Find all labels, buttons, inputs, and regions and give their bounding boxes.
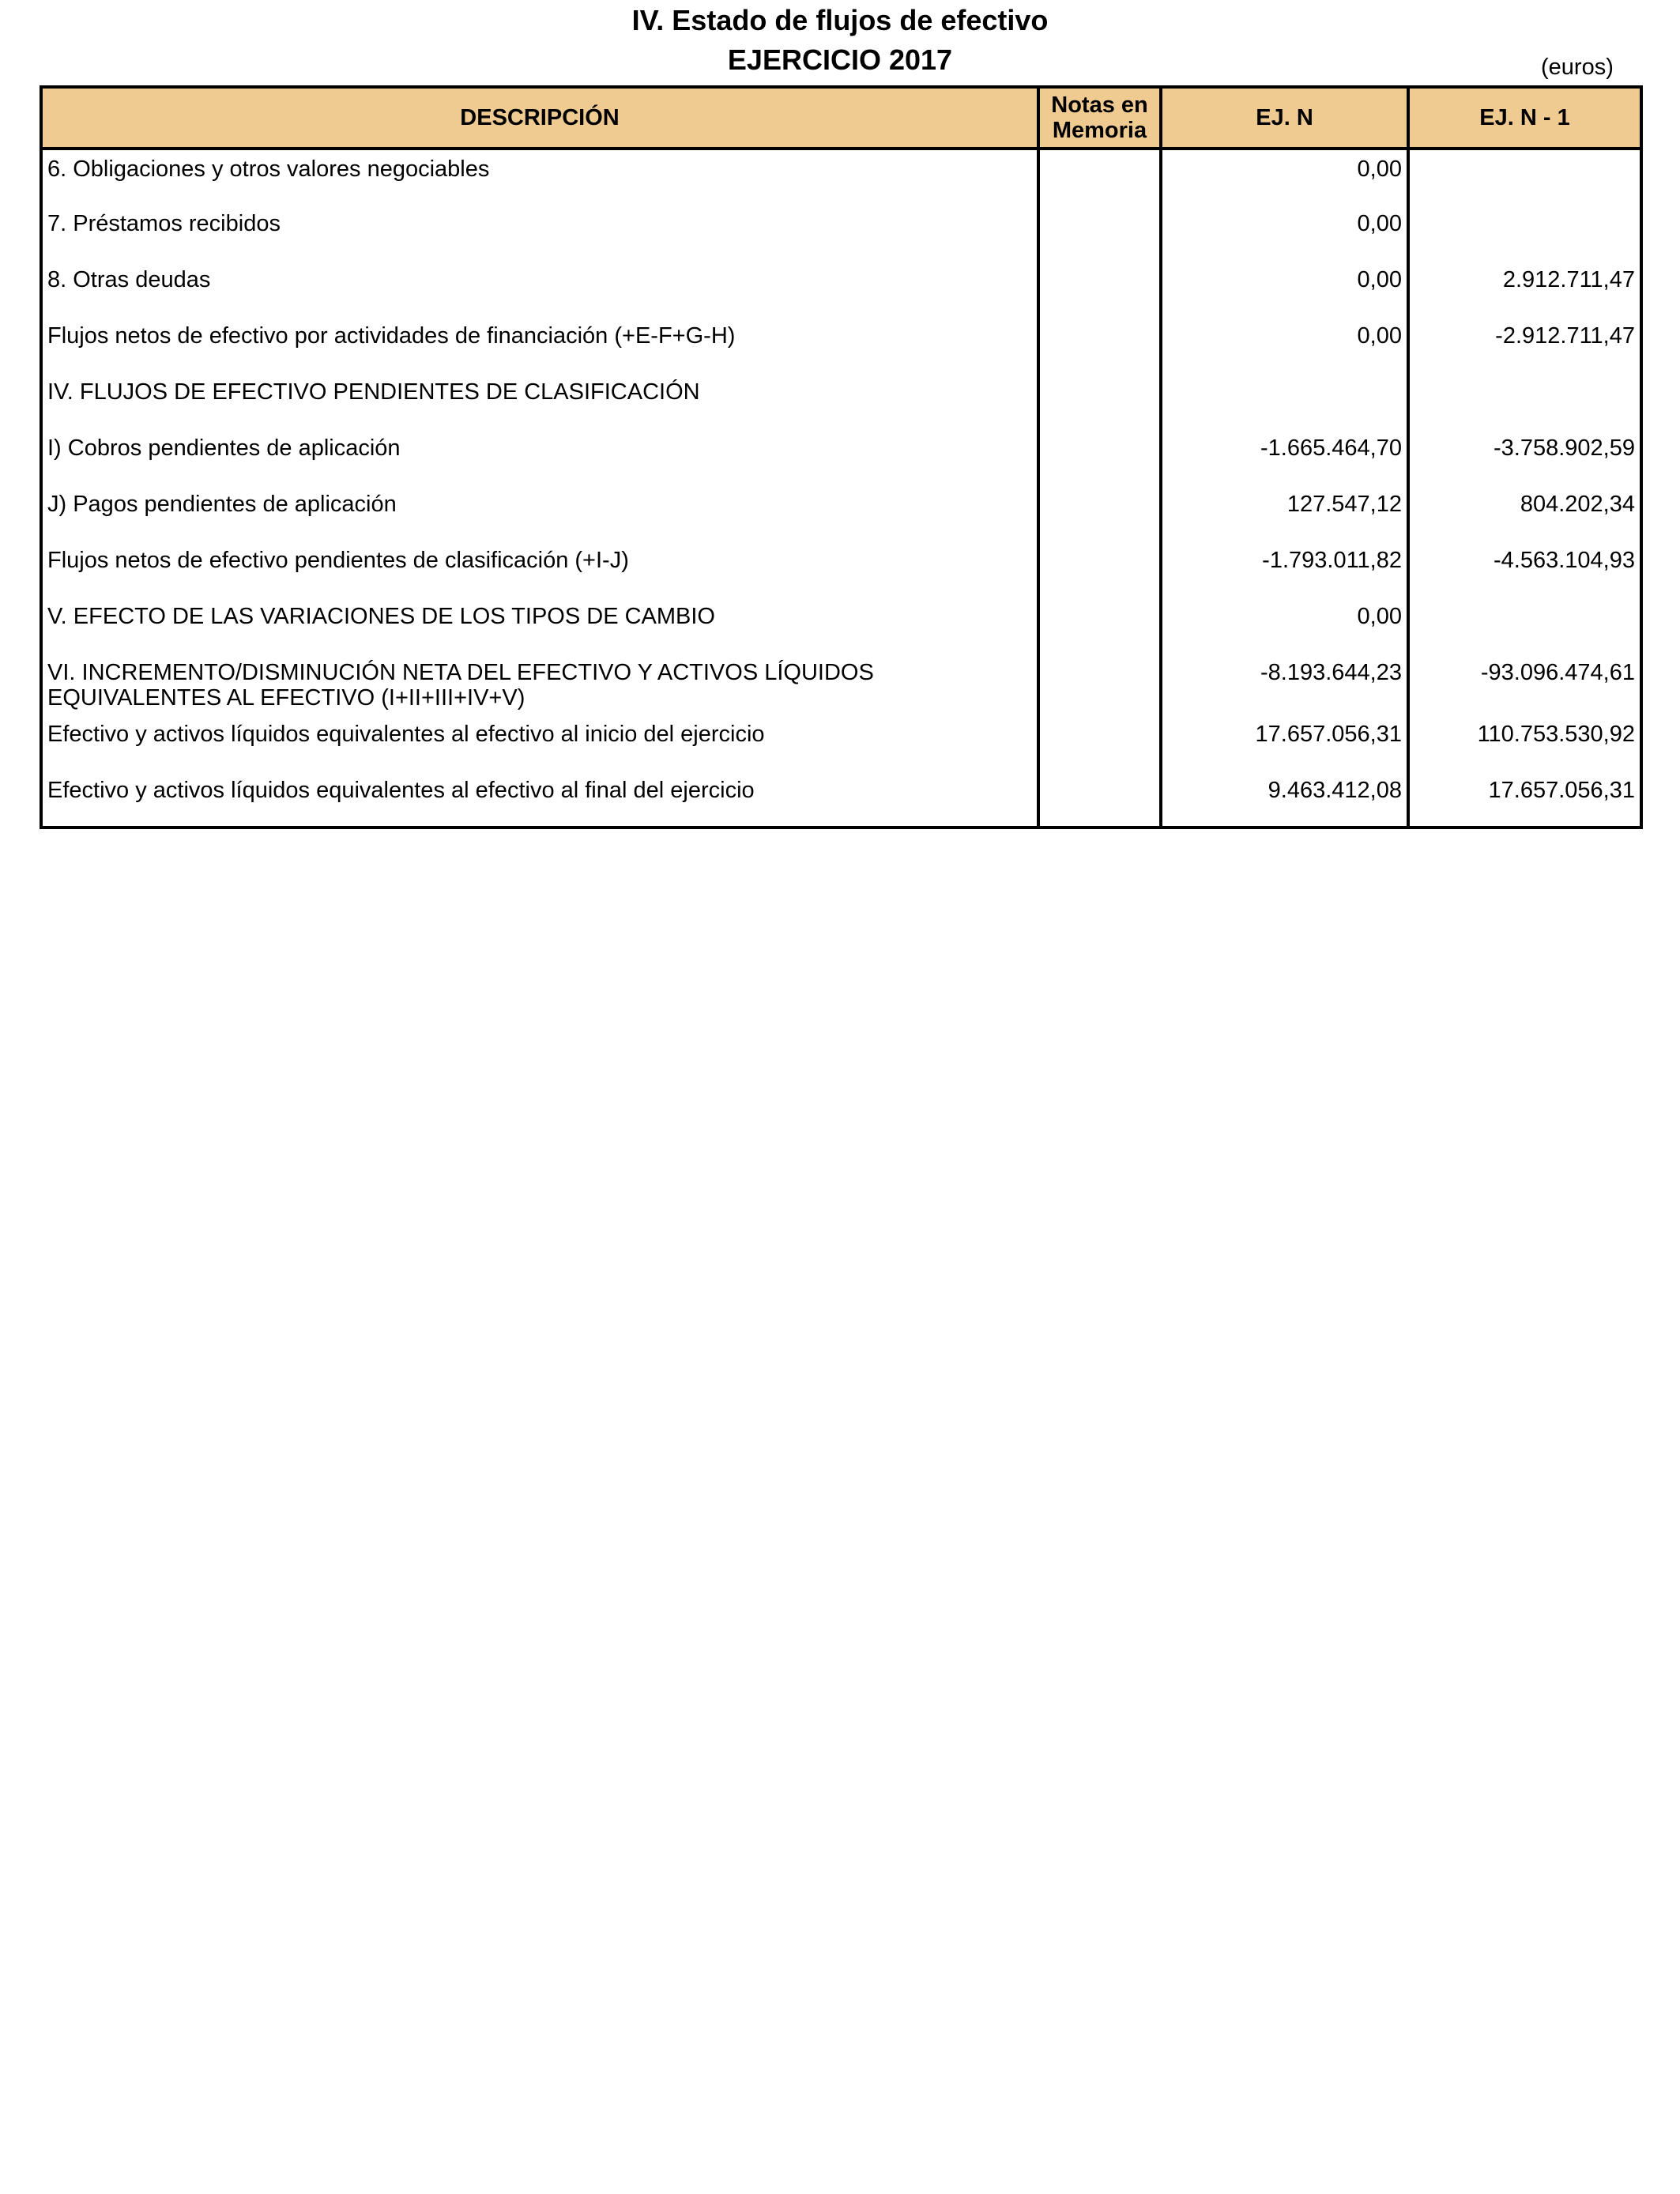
row-notes [1038, 654, 1161, 715]
row-current-value: 0,00 [1161, 317, 1408, 373]
row-current-value: 0,00 [1161, 598, 1408, 654]
column-header-current-year: EJ. N [1161, 87, 1408, 149]
row-previous-value: -4.563.104,93 [1408, 541, 1641, 598]
row-notes [1038, 429, 1161, 485]
column-header-description: DESCRIPCIÓN [41, 87, 1038, 149]
row-description: Efectivo y activos líquidos equivalentes al efectivo al final del ejercicio [41, 771, 1038, 827]
row-description: Flujos netos de efectivo por actividades de financiación (+E-F+G-H) [41, 317, 1038, 373]
column-header-notes [1038, 87, 1161, 149]
row-description: IV. FLUJOS DE EFECTIVO PENDIENTES DE CLASIFICACIÓN [41, 373, 1038, 429]
row-current-value: -8.193.644,23 [1161, 654, 1408, 715]
table-row [41, 149, 1641, 205]
row-previous-value: -93.096.474,61 [1408, 654, 1641, 715]
table-row [41, 205, 1641, 261]
row-notes [1038, 373, 1161, 429]
table-row [41, 654, 1641, 715]
table-row [41, 485, 1641, 541]
row-description-line1: VI. INCREMENTO/DISMINUCIÓN NETA DEL EFECTIVO Y ACTIVOS LÍQUIDOS [47, 660, 874, 685]
row-current-value [1161, 373, 1408, 429]
table-row [41, 598, 1641, 654]
row-notes [1038, 715, 1161, 771]
table-row [41, 715, 1641, 771]
row-current-value: 0,00 [1161, 261, 1408, 317]
fiscal-year-subtitle: EJERCICIO 2017 [727, 43, 953, 76]
row-description: Efectivo y activos líquidos equivalentes al efectivo al inicio del ejercicio [41, 715, 1038, 771]
row-notes [1038, 771, 1161, 827]
row-description: V. EFECTO DE LAS VARIACIONES DE LOS TIPOS DE CAMBIO [41, 598, 1038, 654]
row-previous-value: 2.912.711,47 [1408, 261, 1641, 317]
column-header-notes-line2: Memoria [1052, 118, 1147, 143]
row-previous-value [1408, 373, 1641, 429]
cash-flow-table [40, 85, 1643, 829]
row-current-value: 0,00 [1161, 205, 1408, 261]
row-previous-value [1408, 598, 1641, 654]
row-description [41, 654, 1038, 715]
row-previous-value: -3.758.902,59 [1408, 429, 1641, 485]
row-notes [1038, 205, 1161, 261]
row-current-value: -1.665.464,70 [1161, 429, 1408, 485]
row-description-line2: EQUIVALENTES AL EFECTIVO (I+II+III+IV+V) [47, 685, 525, 711]
column-header-previous-year: EJ. N - 1 [1408, 87, 1641, 149]
row-notes [1038, 149, 1161, 205]
row-previous-value: 110.753.530,92 [1408, 715, 1641, 771]
row-current-value: 17.657.056,31 [1161, 715, 1408, 771]
table-row [41, 429, 1641, 485]
row-notes [1038, 317, 1161, 373]
column-header-notes-line1: Notas en [1051, 92, 1148, 118]
table-row [41, 771, 1641, 827]
row-previous-value: 804.202,34 [1408, 485, 1641, 541]
table-row [41, 317, 1641, 373]
currency-units: (euros) [1541, 55, 1614, 80]
row-notes [1038, 485, 1161, 541]
row-previous-value [1408, 205, 1641, 261]
table-header-row [41, 87, 1641, 149]
table-row [41, 261, 1641, 317]
row-previous-value: -2.912.711,47 [1408, 317, 1641, 373]
row-notes [1038, 541, 1161, 598]
row-description: J) Pagos pendientes de aplicación [41, 485, 1038, 541]
row-current-value: -1.793.011,82 [1161, 541, 1408, 598]
row-notes [1038, 598, 1161, 654]
row-current-value: 9.463.412,08 [1161, 771, 1408, 827]
page-title: IV. Estado de flujos de efectivo [631, 4, 1049, 36]
row-previous-value: 17.657.056,31 [1408, 771, 1641, 827]
row-description: 6. Obligaciones y otros valores negociables [41, 149, 1038, 205]
row-description: 7. Préstamos recibidos [41, 205, 1038, 261]
row-previous-value [1408, 149, 1641, 205]
row-description: Flujos netos de efectivo pendientes de clasificación (+I-J) [41, 541, 1038, 598]
row-current-value: 0,00 [1161, 149, 1408, 205]
row-current-value: 127.547,12 [1161, 485, 1408, 541]
row-description: I) Cobros pendientes de aplicación [41, 429, 1038, 485]
table-row [41, 541, 1641, 598]
row-notes [1038, 261, 1161, 317]
table-row [41, 373, 1641, 429]
row-description: 8. Otras deudas [41, 261, 1038, 317]
